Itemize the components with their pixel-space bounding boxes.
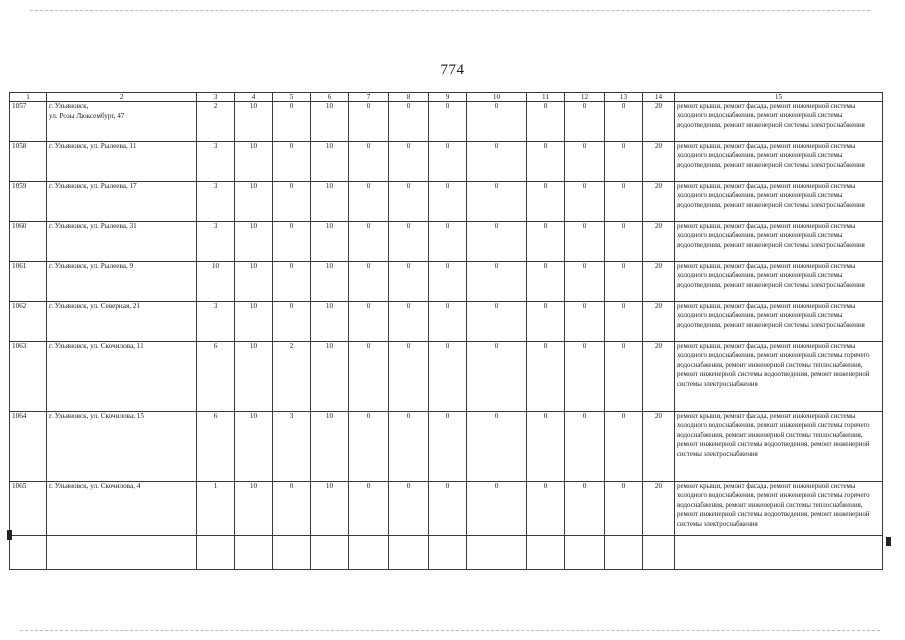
value-cell: 3 [197, 182, 235, 222]
empty-cell [429, 536, 467, 570]
value-cell: 20 [643, 222, 675, 262]
empty-cell [389, 536, 429, 570]
value-cell: 6 [197, 342, 235, 412]
value-cell: 10 [197, 262, 235, 302]
column-header: 9 [429, 93, 467, 102]
table-row [10, 262, 883, 302]
row-number: 1060 [10, 222, 47, 262]
value-cell: 0 [467, 182, 527, 222]
value-cell: 0 [389, 222, 429, 262]
value-cell: 0 [429, 222, 467, 262]
table-row [10, 302, 883, 342]
value-cell: 0 [605, 412, 643, 482]
value-cell: 0 [605, 262, 643, 302]
value-cell: 0 [349, 142, 389, 182]
value-cell: 10 [235, 262, 273, 302]
works-cell: ремонт крыши, ремонт фасада, ремонт инженерной системы холодного водоснабжения, ремонт инженерной системы водоотведения, ремонт инженерной системы электроснабжения [675, 302, 883, 342]
value-cell: 0 [273, 182, 311, 222]
value-cell: 0 [389, 102, 429, 142]
value-cell: 0 [467, 102, 527, 142]
value-cell: 0 [349, 222, 389, 262]
value-cell: 0 [349, 302, 389, 342]
value-cell: 20 [643, 342, 675, 412]
value-cell: 0 [527, 482, 565, 536]
empty-cell [467, 536, 527, 570]
column-header: 12 [565, 93, 605, 102]
column-header: 14 [643, 93, 675, 102]
value-cell: 0 [389, 262, 429, 302]
value-cell: 0 [565, 262, 605, 302]
empty-cell [605, 536, 643, 570]
address-cell: г. Ульяновск, ул. Рылеева, 31 [47, 222, 197, 262]
value-cell: 0 [273, 262, 311, 302]
header-row [10, 93, 883, 102]
works-cell: ремонт крыши, ремонт фасада, ремонт инженерной системы холодного водоснабжения, ремонт инженерной системы водоотведения, ремонт инженерной системы электроснабжения [675, 102, 883, 142]
value-cell: 10 [311, 262, 349, 302]
value-cell: 0 [467, 302, 527, 342]
value-cell: 10 [311, 222, 349, 262]
works-cell: ремонт крыши, ремонт фасада, ремонт инженерной системы холодного водоснабжения, ремонт инженерной системы водоотведения, ремонт инженерной системы электроснабжения [675, 182, 883, 222]
value-cell: 0 [349, 342, 389, 412]
value-cell: 2 [197, 102, 235, 142]
value-cell: 0 [605, 342, 643, 412]
value-cell: 0 [565, 342, 605, 412]
value-cell: 0 [389, 142, 429, 182]
scan-mark-right [886, 537, 891, 546]
value-cell: 10 [311, 102, 349, 142]
value-cell: 10 [311, 412, 349, 482]
row-number: 1059 [10, 182, 47, 222]
empty-cell [311, 536, 349, 570]
empty-cell [235, 536, 273, 570]
table-row [10, 222, 883, 262]
value-cell: 0 [605, 102, 643, 142]
row-number: 1065 [10, 482, 47, 536]
value-cell: 0 [527, 412, 565, 482]
value-cell: 0 [605, 222, 643, 262]
address-cell: г. Ульяновск, ул. Розы Люксембург, 47 [47, 102, 197, 142]
value-cell: 6 [197, 412, 235, 482]
value-cell: 0 [565, 412, 605, 482]
value-cell: 10 [235, 142, 273, 182]
value-cell: 0 [467, 482, 527, 536]
empty-cell [273, 536, 311, 570]
repair-table [9, 92, 883, 570]
column-header: 3 [197, 93, 235, 102]
value-cell: 20 [643, 102, 675, 142]
value-cell: 0 [389, 182, 429, 222]
scan-mark-left [7, 530, 12, 540]
value-cell: 0 [605, 182, 643, 222]
empty-cell [643, 536, 675, 570]
empty-cell [349, 536, 389, 570]
value-cell: 0 [389, 302, 429, 342]
value-cell: 0 [467, 222, 527, 262]
value-cell: 10 [311, 182, 349, 222]
value-cell: 0 [565, 302, 605, 342]
table-row [10, 342, 883, 412]
value-cell: 0 [429, 302, 467, 342]
value-cell: 3 [197, 142, 235, 182]
value-cell: 20 [643, 142, 675, 182]
value-cell: 10 [235, 222, 273, 262]
value-cell: 0 [467, 412, 527, 482]
scan-line-bottom [20, 630, 880, 631]
value-cell: 10 [311, 482, 349, 536]
column-header: 11 [527, 93, 565, 102]
address-cell: г. Ульяновск, ул. Скочилова, 4 [47, 482, 197, 536]
scan-line-top [30, 10, 870, 11]
value-cell: 2 [273, 342, 311, 412]
value-cell: 0 [527, 182, 565, 222]
value-cell: 0 [429, 342, 467, 412]
empty-cell [47, 536, 197, 570]
value-cell: 0 [565, 182, 605, 222]
value-cell: 0 [429, 142, 467, 182]
value-cell: 0 [273, 222, 311, 262]
column-header: 15 [675, 93, 883, 102]
value-cell: 0 [527, 222, 565, 262]
value-cell: 0 [273, 142, 311, 182]
value-cell: 0 [605, 142, 643, 182]
column-header: 13 [605, 93, 643, 102]
value-cell: 0 [527, 342, 565, 412]
value-cell: 0 [389, 342, 429, 412]
column-header: 7 [349, 93, 389, 102]
value-cell: 0 [467, 262, 527, 302]
empty-cell [675, 536, 883, 570]
row-number: 1061 [10, 262, 47, 302]
value-cell: 0 [273, 482, 311, 536]
address-cell: г. Ульяновск, ул. Северная, 21 [47, 302, 197, 342]
column-header: 8 [389, 93, 429, 102]
value-cell: 10 [311, 342, 349, 412]
table-row [10, 102, 883, 142]
value-cell: 0 [429, 182, 467, 222]
address-cell: г. Ульяновск, ул. Рылеева, 11 [47, 142, 197, 182]
value-cell: 20 [643, 412, 675, 482]
column-header: 4 [235, 93, 273, 102]
value-cell: 3 [197, 302, 235, 342]
table-row [10, 482, 883, 536]
value-cell: 20 [643, 302, 675, 342]
row-number: 1062 [10, 302, 47, 342]
empty-cell [527, 536, 565, 570]
column-header: 5 [273, 93, 311, 102]
works-cell: ремонт крыши, ремонт фасада, ремонт инженерной системы холодного водоснабжения, ремонт инженерной системы горячего водоснабжения, ремонт инженерной системы теплоснабжения, ремонт инженерной системы водоотведения, ремонт инженерной системы электроснабжения [675, 412, 883, 482]
row-number: 1057 [10, 102, 47, 142]
address-cell: г. Ульяновск, ул. Рылеева, 9 [47, 262, 197, 302]
works-cell: ремонт крыши, ремонт фасада, ремонт инженерной системы холодного водоснабжения, ремонт инженерной системы горячего водоснабжения, ремонт инженерной системы теплоснабжения, ремонт инженерной системы водоотведения, ремонт инженерной системы электроснабжения [675, 342, 883, 412]
empty-cell [197, 536, 235, 570]
works-cell: ремонт крыши, ремонт фасада, ремонт инженерной системы холодного водоснабжения, ремонт инженерной системы водоотведения, ремонт инженерной системы электроснабжения [675, 222, 883, 262]
value-cell: 0 [349, 102, 389, 142]
empty-cell [565, 536, 605, 570]
value-cell: 0 [273, 102, 311, 142]
works-cell: ремонт крыши, ремонт фасада, ремонт инженерной системы холодного водоснабжения, ремонт инженерной системы водоотведения, ремонт инженерной системы электроснабжения [675, 142, 883, 182]
works-cell: ремонт крыши, ремонт фасада, ремонт инженерной системы холодного водоснабжения, ремонт инженерной системы водоотведения, ремонт инженерной системы электроснабжения [675, 262, 883, 302]
column-header: 6 [311, 93, 349, 102]
value-cell: 0 [349, 482, 389, 536]
table-row [10, 182, 883, 222]
value-cell: 10 [235, 482, 273, 536]
value-cell: 0 [527, 142, 565, 182]
table-row [10, 142, 883, 182]
value-cell: 0 [527, 262, 565, 302]
value-cell: 0 [349, 412, 389, 482]
value-cell: 0 [349, 262, 389, 302]
value-cell: 0 [429, 482, 467, 536]
value-cell: 0 [605, 302, 643, 342]
empty-cell [10, 536, 47, 570]
page-number: 774 [440, 62, 465, 78]
value-cell: 10 [311, 302, 349, 342]
value-cell: 10 [235, 102, 273, 142]
value-cell: 0 [429, 102, 467, 142]
value-cell: 0 [527, 302, 565, 342]
row-number: 1058 [10, 142, 47, 182]
address-cell: г. Ульяновск, ул. Скочилова, 15 [47, 412, 197, 482]
column-header: 10 [467, 93, 527, 102]
value-cell: 0 [565, 222, 605, 262]
address-cell: г. Ульяновск, ул. Скочилова, 11 [47, 342, 197, 412]
table-body [10, 102, 883, 570]
value-cell: 20 [643, 262, 675, 302]
value-cell: 0 [605, 482, 643, 536]
row-number: 1064 [10, 412, 47, 482]
value-cell: 3 [273, 412, 311, 482]
value-cell: 20 [643, 482, 675, 536]
value-cell: 0 [527, 102, 565, 142]
works-cell: ремонт крыши, ремонт фасада, ремонт инженерной системы холодного водоснабжения, ремонт инженерной системы горячего водоснабжения, ремонт инженерной системы теплоснабжения, ремонт инженерной системы водоотведения, ремонт инженерной системы электроснабжения [675, 482, 883, 536]
value-cell: 0 [565, 102, 605, 142]
value-cell: 10 [235, 302, 273, 342]
value-cell: 0 [565, 482, 605, 536]
value-cell: 0 [349, 182, 389, 222]
value-cell: 10 [235, 342, 273, 412]
value-cell: 20 [643, 182, 675, 222]
column-header: 2 [47, 93, 197, 102]
value-cell: 10 [235, 182, 273, 222]
value-cell: 0 [389, 482, 429, 536]
value-cell: 0 [389, 412, 429, 482]
value-cell: 0 [429, 262, 467, 302]
table-row [10, 412, 883, 482]
value-cell: 0 [467, 142, 527, 182]
value-cell: 10 [235, 412, 273, 482]
value-cell: 10 [311, 142, 349, 182]
row-number: 1063 [10, 342, 47, 412]
value-cell: 1 [197, 482, 235, 536]
value-cell: 0 [273, 302, 311, 342]
address-cell: г. Ульяновск, ул. Рылеева, 17 [47, 182, 197, 222]
empty-row [10, 536, 883, 570]
value-cell: 3 [197, 222, 235, 262]
value-cell: 0 [429, 412, 467, 482]
value-cell: 0 [467, 342, 527, 412]
column-header: 1 [10, 93, 47, 102]
value-cell: 0 [565, 142, 605, 182]
